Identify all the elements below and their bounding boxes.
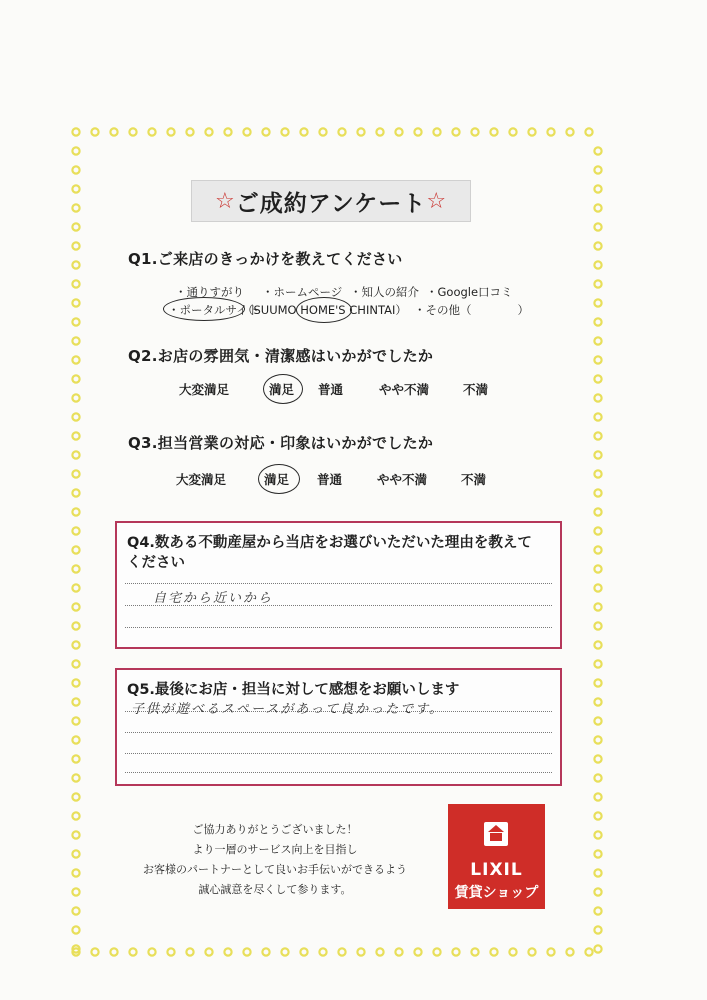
frame-dot	[72, 926, 79, 933]
survey-title-text: ご成約アンケート	[235, 190, 427, 217]
frame-dot	[224, 128, 231, 135]
frame-dot	[72, 603, 79, 610]
frame-dot	[243, 948, 250, 955]
frame-dot	[594, 356, 601, 363]
frame-dot	[262, 128, 269, 135]
frame-dot	[186, 128, 193, 135]
frame-dot	[110, 948, 117, 955]
frame-dot	[300, 948, 307, 955]
frame-dot	[72, 641, 79, 648]
frame-dot	[376, 948, 383, 955]
frame-dot	[72, 204, 79, 211]
frame-dot	[594, 223, 601, 230]
frame-dot	[566, 128, 573, 135]
frame-dot	[224, 948, 231, 955]
q3-question: Q3.担当営業の対応・印象はいかがでしたか	[128, 434, 434, 452]
q2-option-dissatisfied[interactable]: 不満	[463, 382, 489, 397]
frame-dot	[72, 698, 79, 705]
frame-dot	[594, 185, 601, 192]
frame-dot	[72, 451, 79, 458]
answer-line	[125, 583, 552, 584]
frame-dot	[395, 948, 402, 955]
frame-dot	[594, 508, 601, 515]
frame-dot	[72, 774, 79, 781]
q1-question: Q1.ご来店のきっかけを教えてください	[128, 250, 403, 268]
frame-dot	[186, 948, 193, 955]
frame-dot	[72, 337, 79, 344]
frame-dot	[594, 470, 601, 477]
frame-dot	[594, 337, 601, 344]
frame-dot	[594, 679, 601, 686]
q2-question: Q2.お店の雰囲気・清潔感はいかがでしたか	[128, 347, 434, 365]
frame-dot	[72, 166, 79, 173]
q2-option-somewhat-dissatisfied[interactable]: やや不満	[379, 382, 430, 397]
frame-dot	[72, 546, 79, 553]
thank-you-message	[110, 820, 440, 900]
star-icon: ☆	[214, 188, 236, 214]
frame-dot	[72, 242, 79, 249]
frame-dot	[594, 698, 601, 705]
thanks-line: 誠心誠意を尽くして参ります。	[198, 883, 352, 896]
q2-option-neutral[interactable]: 普通	[318, 382, 344, 397]
q1-portal-sites: （SUUMO HOME'S CHINTAI）	[242, 303, 407, 317]
q1-option-homepage[interactable]: ・ホームページ	[262, 285, 343, 299]
frame-dot	[594, 166, 601, 173]
frame-dot	[243, 128, 250, 135]
q4-answer-box	[115, 521, 562, 649]
frame-dot	[414, 948, 421, 955]
frame-dot	[594, 641, 601, 648]
frame-dot	[594, 413, 601, 420]
frame-dot	[129, 948, 136, 955]
frame-dot	[594, 926, 601, 933]
frame-dot	[72, 128, 79, 135]
q3-option-somewhat-dissatisfied[interactable]: やや不満	[377, 472, 428, 487]
frame-dot	[72, 622, 79, 629]
frame-dot	[148, 128, 155, 135]
frame-dot	[528, 128, 535, 135]
answer-line	[125, 732, 552, 733]
frame-dot	[594, 774, 601, 781]
frame-dot	[338, 948, 345, 955]
house-icon	[484, 822, 508, 846]
frame-dot	[594, 318, 601, 325]
frame-dot	[91, 948, 98, 955]
frame-dot	[490, 128, 497, 135]
frame-dot	[300, 128, 307, 135]
q2-option-very-satisfied[interactable]: 大変満足	[179, 382, 230, 397]
frame-dot	[72, 280, 79, 287]
portal-selection-circle	[163, 297, 245, 321]
frame-dot	[72, 717, 79, 724]
logo-shop-name: 賃貸ショップ	[454, 885, 539, 901]
frame-dot	[72, 812, 79, 819]
frame-dot	[594, 565, 601, 572]
frame-dot	[594, 147, 601, 154]
frame-dot	[72, 432, 79, 439]
frame-dot	[72, 508, 79, 515]
q1-option-google-review[interactable]: ・Google口コミ	[426, 285, 513, 299]
frame-dot	[148, 948, 155, 955]
frame-dot	[594, 375, 601, 382]
frame-dot	[281, 128, 288, 135]
q2-option-satisfied[interactable]: 満足	[269, 382, 295, 397]
frame-dot	[319, 948, 326, 955]
frame-dot	[72, 413, 79, 420]
frame-dot	[594, 660, 601, 667]
frame-dot	[594, 755, 601, 762]
frame-dot	[433, 128, 440, 135]
q3-option-dissatisfied[interactable]: 不満	[461, 472, 487, 487]
frame-dot	[72, 831, 79, 838]
q5-handwritten-answer[interactable]: 子供が遊べるスペースがあって良かったです。	[131, 702, 445, 717]
frame-dot	[594, 299, 601, 306]
answer-line	[125, 627, 552, 628]
frame-dot	[594, 451, 601, 458]
star-icon: ☆	[426, 188, 448, 214]
frame-dot	[566, 948, 573, 955]
frame-dot	[110, 128, 117, 135]
q1-option-portal[interactable]: ・ポータルサイト	[168, 303, 260, 317]
frame-dot	[594, 850, 601, 857]
frame-dot	[72, 185, 79, 192]
frame-dot	[205, 948, 212, 955]
frame-dot	[594, 603, 601, 610]
frame-dot	[594, 546, 601, 553]
frame-dot	[72, 223, 79, 230]
frame-dot	[594, 584, 601, 591]
thanks-line: ご協力ありがとうございました！	[192, 823, 358, 836]
frame-dot	[72, 527, 79, 534]
lixil-logo	[448, 804, 545, 909]
frame-dot	[72, 736, 79, 743]
frame-dot	[129, 128, 136, 135]
answer-line	[125, 772, 552, 773]
frame-dot	[594, 622, 601, 629]
frame-dot	[357, 948, 364, 955]
answer-line	[125, 753, 552, 754]
frame-dot	[338, 128, 345, 135]
frame-dot	[72, 793, 79, 800]
frame-dot	[205, 128, 212, 135]
q1-option-other[interactable]: ・その他（ ）	[414, 303, 529, 317]
q3-option-satisfied[interactable]: 満足	[264, 472, 290, 487]
frame-dot	[594, 869, 601, 876]
frame-dot	[167, 128, 174, 135]
frame-dot	[72, 375, 79, 382]
frame-dot	[547, 948, 554, 955]
frame-dot	[72, 470, 79, 477]
frame-dot	[72, 565, 79, 572]
frame-dot	[594, 432, 601, 439]
frame-dot	[594, 204, 601, 211]
q1-option-referral[interactable]: ・知人の紹介	[350, 285, 419, 299]
frame-dot	[72, 299, 79, 306]
frame-dot	[91, 128, 98, 135]
frame-dot	[547, 128, 554, 135]
frame-dot	[262, 948, 269, 955]
thanks-line: より一層のサービス向上を目指し	[192, 843, 358, 856]
frame-dot	[72, 660, 79, 667]
frame-dot	[594, 907, 601, 914]
frame-dot	[509, 128, 516, 135]
frame-dot	[72, 850, 79, 857]
q4-question-continued: ください	[127, 555, 185, 571]
frame-dot	[594, 489, 601, 496]
homes-selection-circle	[296, 297, 352, 323]
frame-dot	[72, 888, 79, 895]
frame-dot	[594, 793, 601, 800]
q1-option-walkby[interactable]: ・通りすがり	[175, 285, 244, 299]
frame-dot	[281, 948, 288, 955]
frame-dot	[72, 394, 79, 401]
frame-dot	[594, 831, 601, 838]
frame-dot	[72, 356, 79, 363]
q4-handwritten-answer[interactable]: 自宅から近いから	[153, 591, 274, 606]
frame-dot	[471, 128, 478, 135]
frame-dot	[72, 489, 79, 496]
q4-question: Q4.数ある不動産屋から当店をお選びいただいた理由を教えて	[127, 535, 532, 551]
frame-dot	[72, 907, 79, 914]
frame-dot	[395, 128, 402, 135]
frame-dot	[72, 147, 79, 154]
thanks-line: お客様のパートナーとして良いお手伝いができるよう	[143, 863, 407, 876]
frame-dot	[72, 945, 79, 952]
frame-dot	[319, 128, 326, 135]
q3-option-very-satisfied[interactable]: 大変満足	[176, 472, 227, 487]
frame-dot	[72, 261, 79, 268]
q5-question: Q5.最後にお店・担当に対して感想をお願いします	[127, 682, 460, 698]
frame-dot	[72, 948, 79, 955]
frame-dot	[414, 128, 421, 135]
frame-dot	[509, 948, 516, 955]
frame-dot	[594, 261, 601, 268]
frame-dot	[594, 394, 601, 401]
frame-dot	[585, 948, 592, 955]
frame-dot	[167, 948, 174, 955]
frame-dot	[72, 318, 79, 325]
frame-dot	[72, 869, 79, 876]
frame-dot	[594, 717, 601, 724]
frame-dot	[376, 128, 383, 135]
survey-title	[191, 180, 471, 222]
frame-dot	[594, 812, 601, 819]
frame-dot	[357, 128, 364, 135]
frame-dot	[585, 128, 592, 135]
frame-dot	[72, 679, 79, 686]
frame-dot	[471, 948, 478, 955]
frame-dot	[72, 755, 79, 762]
q2-selection-circle	[263, 374, 303, 404]
frame-dot	[594, 888, 601, 895]
frame-dot	[594, 527, 601, 534]
frame-dot	[594, 280, 601, 287]
frame-dot	[433, 948, 440, 955]
frame-dot	[490, 948, 497, 955]
logo-brand: LIXIL	[470, 860, 523, 880]
frame-dot	[72, 584, 79, 591]
frame-dot	[452, 948, 459, 955]
q3-selection-circle	[258, 464, 300, 494]
q5-answer-box	[115, 668, 562, 786]
frame-dot	[594, 945, 601, 952]
frame-dot	[528, 948, 535, 955]
frame-dot	[594, 242, 601, 249]
frame-dot	[452, 128, 459, 135]
q3-option-neutral[interactable]: 普通	[317, 472, 343, 487]
frame-dot	[594, 736, 601, 743]
